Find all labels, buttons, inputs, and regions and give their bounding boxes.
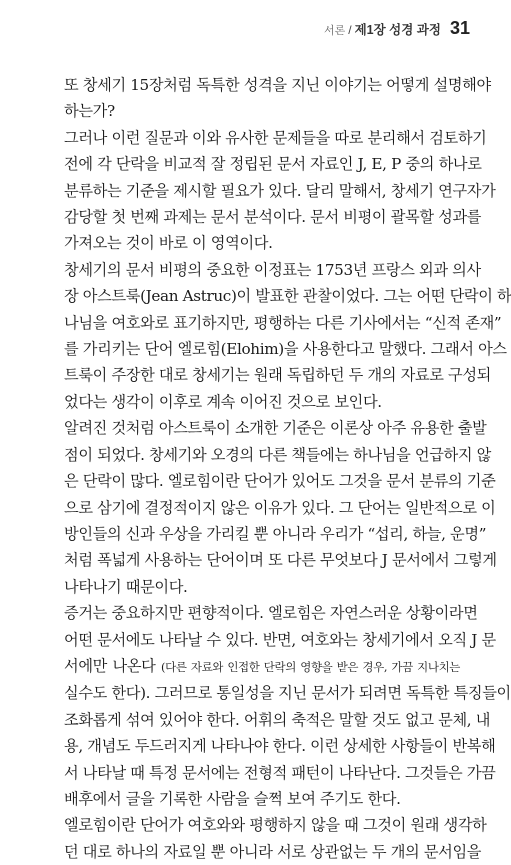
text-line: 증거는 중요하지만 편향적이다. 엘로힘은 자연스러운 상황이라면 xyxy=(64,604,478,623)
running-head-part: 서론 xyxy=(324,25,346,37)
text-line: 서 나타날 때 특정 문서에는 전형적 패턴이 나타난다. 그것들은 가끔 xyxy=(64,763,496,782)
paragraph xyxy=(49,415,497,600)
text-line: 또 창세기 15장처럼 독특한 성격을 지닌 이야기는 어떻게 설명해야 xyxy=(64,76,491,94)
page-number: 31 xyxy=(449,18,470,38)
text-line: 나타나기 때문이다. xyxy=(64,577,188,596)
running-head-separator: / xyxy=(348,23,352,37)
paragraph xyxy=(49,125,496,257)
text-line: 전에 각 단락을 비교적 잘 정립된 문서 자료인 J, E, P 중의 하나로 xyxy=(64,155,482,174)
body-text xyxy=(49,72,511,865)
text-line: 방인들의 신과 우상을 가리킬 뿐 아니라 우리가 “섭리, 하늘, 운명” xyxy=(64,524,487,543)
text-line: 엘로힘이란 단어가 여호와와 평행하지 않을 때 그것이 원래 생각하 xyxy=(64,816,487,835)
paragraph xyxy=(49,600,511,812)
text-line: 점이 되었다. 창세기와 오경의 다른 책들에는 하나님을 언급하지 않 xyxy=(64,445,491,464)
text-line: 창세기의 문서 비평의 중요한 이정표는 1753년 프랑스 외과 의사 xyxy=(64,260,481,279)
paragraph xyxy=(49,72,491,125)
paragraph xyxy=(49,812,487,865)
text-line: 으로 삼기에 결정적이지 않은 이유가 있다. 그 단어는 일반적으로 이 xyxy=(64,498,496,517)
text-line: 어떤 문서에도 나타날 수 있다. 반면, 여호와는 창세기에서 오직 J 문 xyxy=(64,630,496,649)
running-head xyxy=(324,18,470,44)
text-line: 분류하는 기준을 제시할 필요가 있다. 달리 말해서, 창세기 연구자가 xyxy=(64,181,496,200)
text-segment: 서에만 나온다 xyxy=(64,656,156,675)
paragraph xyxy=(49,257,511,415)
text-line: 처럼 폭넓게 사용하는 단어이며 또 다른 무엇보다 J 문서에서 그렇게 xyxy=(64,551,497,570)
text-line: 트룩이 주장한 대로 창세기는 원래 독립하던 두 개의 자료로 구성되 xyxy=(64,366,491,385)
text-line: 은 단락이 많다. 엘로힘이란 단어가 있어도 그것을 문서 분류의 기준 xyxy=(64,472,496,491)
text-line: 하는가? xyxy=(64,102,115,121)
inline-note: (다른 자료와 인접한 단락의 영향을 받은 경우, 가끔 지나치는 xyxy=(161,659,461,674)
text-line-with-note xyxy=(49,653,460,680)
text-line: 실수도 한다). 그러므로 통일성을 지닌 문서가 되려면 독특한 특징들이 xyxy=(64,684,511,703)
text-line: 가져오는 것이 바로 이 영역이다. xyxy=(64,234,273,253)
running-head-chapter: 제1장 성경 과정 xyxy=(354,23,441,37)
text-line: 알려진 것처럼 아스트룩이 소개한 기준은 이론상 아주 유용한 출발 xyxy=(64,419,487,438)
text-line: 조화롭게 섞여 있어야 한다. 어휘의 축적은 말할 것도 없고 문체, 내 xyxy=(64,710,491,729)
text-line: 나님을 여호와로 표기하지만, 평행하는 다른 기사에서는 “신적 존재” xyxy=(64,313,502,332)
text-line: 용, 개념도 두드러지게 나타나야 한다. 이런 상세한 사항들이 반복해 xyxy=(64,737,496,756)
text-line: 를 가리키는 단어 엘로힘(Elohim)을 사용한다고 말했다. 그래서 아스 xyxy=(64,340,507,359)
text-line: 배후에서 글을 기록한 사람을 슬쩍 보여 주기도 한다. xyxy=(64,789,401,808)
text-line: 었다는 생각이 이후로 계속 이어진 것으로 보인다. xyxy=(64,392,382,411)
text-line: 장 아스트룩(Jean Astruc)이 발표한 관찰이었다. 그는 어떤 단락이 하 xyxy=(64,287,511,306)
text-line: 그러나 이런 질문과 이와 유사한 문제들을 따로 분리해서 검토하기 xyxy=(64,128,487,147)
text-line: 감당할 첫 번째 과제는 문서 분석이다. 문서 비평이 괄목할 성과를 xyxy=(64,208,482,227)
text-line: 던 대로 하나의 자료일 뿐 아니라 서로 상관없는 두 개의 문서임을 xyxy=(64,842,482,861)
